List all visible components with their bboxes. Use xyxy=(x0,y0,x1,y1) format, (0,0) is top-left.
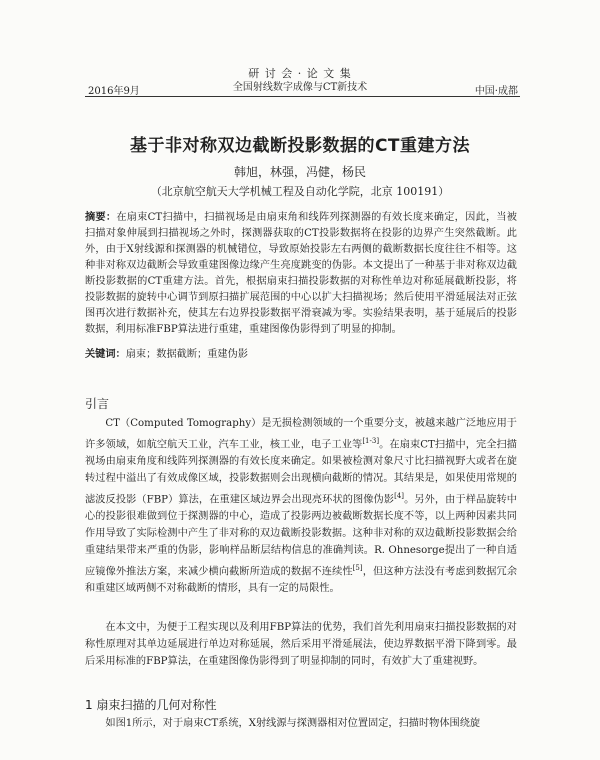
section-heading-intro: 引言 xyxy=(85,397,110,411)
keywords xyxy=(85,346,517,363)
keywords-text: 扇束；数据截断；重建伪影 xyxy=(125,349,248,360)
intro-p1-part-c: 。另外，由于样品旋转中心的投影很难做到位于探测器的中心，造成了投影两边被截断数据长度不等，以上两种因素共同作用导致了实际检测中产生了非对称的双边截断投影数据。这种非对称的双边截断投影数据会给重建结果带来严重的伪影，影响样品断层结构信息的准确判读。R. Ohnesorge提出了一种自适应镜像外推法方案，来减少横向截断所造成的数据不连续性 xyxy=(85,494,517,578)
paper-title: 基于非对称双边截断投影数据的CT重建方法 xyxy=(129,136,471,156)
abstract-label: 摘要： xyxy=(85,211,117,223)
section-1-paragraph-1: 如图1所示，对于扇束CT系统，X射线源与探测器相对位置固定，扫描时物体围绕旋 xyxy=(105,718,481,729)
header-conference-line2: 全国射线数字成像与CT新技术 xyxy=(232,82,368,93)
header-date: 2016年9月 xyxy=(88,86,140,97)
header-divider xyxy=(85,96,520,97)
abstract xyxy=(85,209,517,338)
header-location: 中国·成都 xyxy=(474,86,518,97)
section-heading-1: 1 扇束扫描的几何对称性 xyxy=(85,698,217,712)
citation-2: [4] xyxy=(394,492,405,501)
intro-paragraph-1 xyxy=(85,416,517,598)
citation-1: [1-3] xyxy=(362,436,380,445)
abstract-text: 在扇束CT扫描中，扫描视场是由扇束角和线阵列探测器的有效长度来确定，因此，当被扫描对象伸展到扫描视场之外时，探测器获取的CT投影数据将在投影的边界产生突然截断。此外，由于X射线源和探测器的机械错位，导致原始投影左右两侧的截断数据长度往往不相等。这种非对称双边截断会导致重建图像边缘产生亮度跳变的伪影。本文提出了一种基于非对称双边截断投影数据的CT重建方法。首先，根据扇束扫描投影数据的对称性单边对称延展截断投影，将投影数据的旋转中心调节到原扫描扩展范围的中心以扩大扫描视场；然后使用平滑延展法对正弦图再次进行数据补充，使其左右边界投影数据平滑衰减为零。实验结果表明，基于延展后的投影数据，利用标准FBP算法进行重建，重建图像伪影得到了明显的抑制。 xyxy=(85,212,517,335)
paper-affiliation: （北京航空航天大学机械工程及自动化学院，北京 100191） xyxy=(150,185,450,198)
intro-p1-part-d: ，但这种方法没有考虑到数据冗余和重建区域两侧不对称截断的情形，具有一定的局限性。 xyxy=(85,566,518,595)
intro-p1-part-b: 。在扇束CT扫描中，完全扫描视场由扇束角度和线阵列探测器的有效长度来确定。如果被检测对象尺寸比扫描视野大或者在旋转过程中溢出了有效成像区域，投影数据则会出现横向截断的情况。其结果是，如果使用常规的滤波反投影（FBP）算法，在重建区域边界会出现亮环状的图像伪影 xyxy=(85,439,517,506)
intro-paragraph-2: 在本文中，为便于工程实现以及利用FBP算法的优势，我们首先利用扇束扫描投影数据的对称性原理对其单边延展进行单边对称延展，然后采用平滑延展法，使边界数据平滑下降到零。最后采用标准的FBP算法，在重建图像伪影得到了明显抑制的同时，有效扩大了重建视野。 xyxy=(85,622,517,667)
citation-3: [5] xyxy=(352,564,363,573)
header-conference-line1: 研 讨 会 · 论 文 集 xyxy=(248,67,352,80)
paper-authors: 韩旭，林强，冯健，杨民 xyxy=(233,165,366,179)
keywords-label: 关键词： xyxy=(85,348,126,360)
intro-p1-part-a: CT（Computed Tomography）是无损检测领域的一个重要分支，被越来越广泛地应用于许多领域，如航空航天工业，汽车工业，核工业，电子工业等 xyxy=(85,418,517,451)
